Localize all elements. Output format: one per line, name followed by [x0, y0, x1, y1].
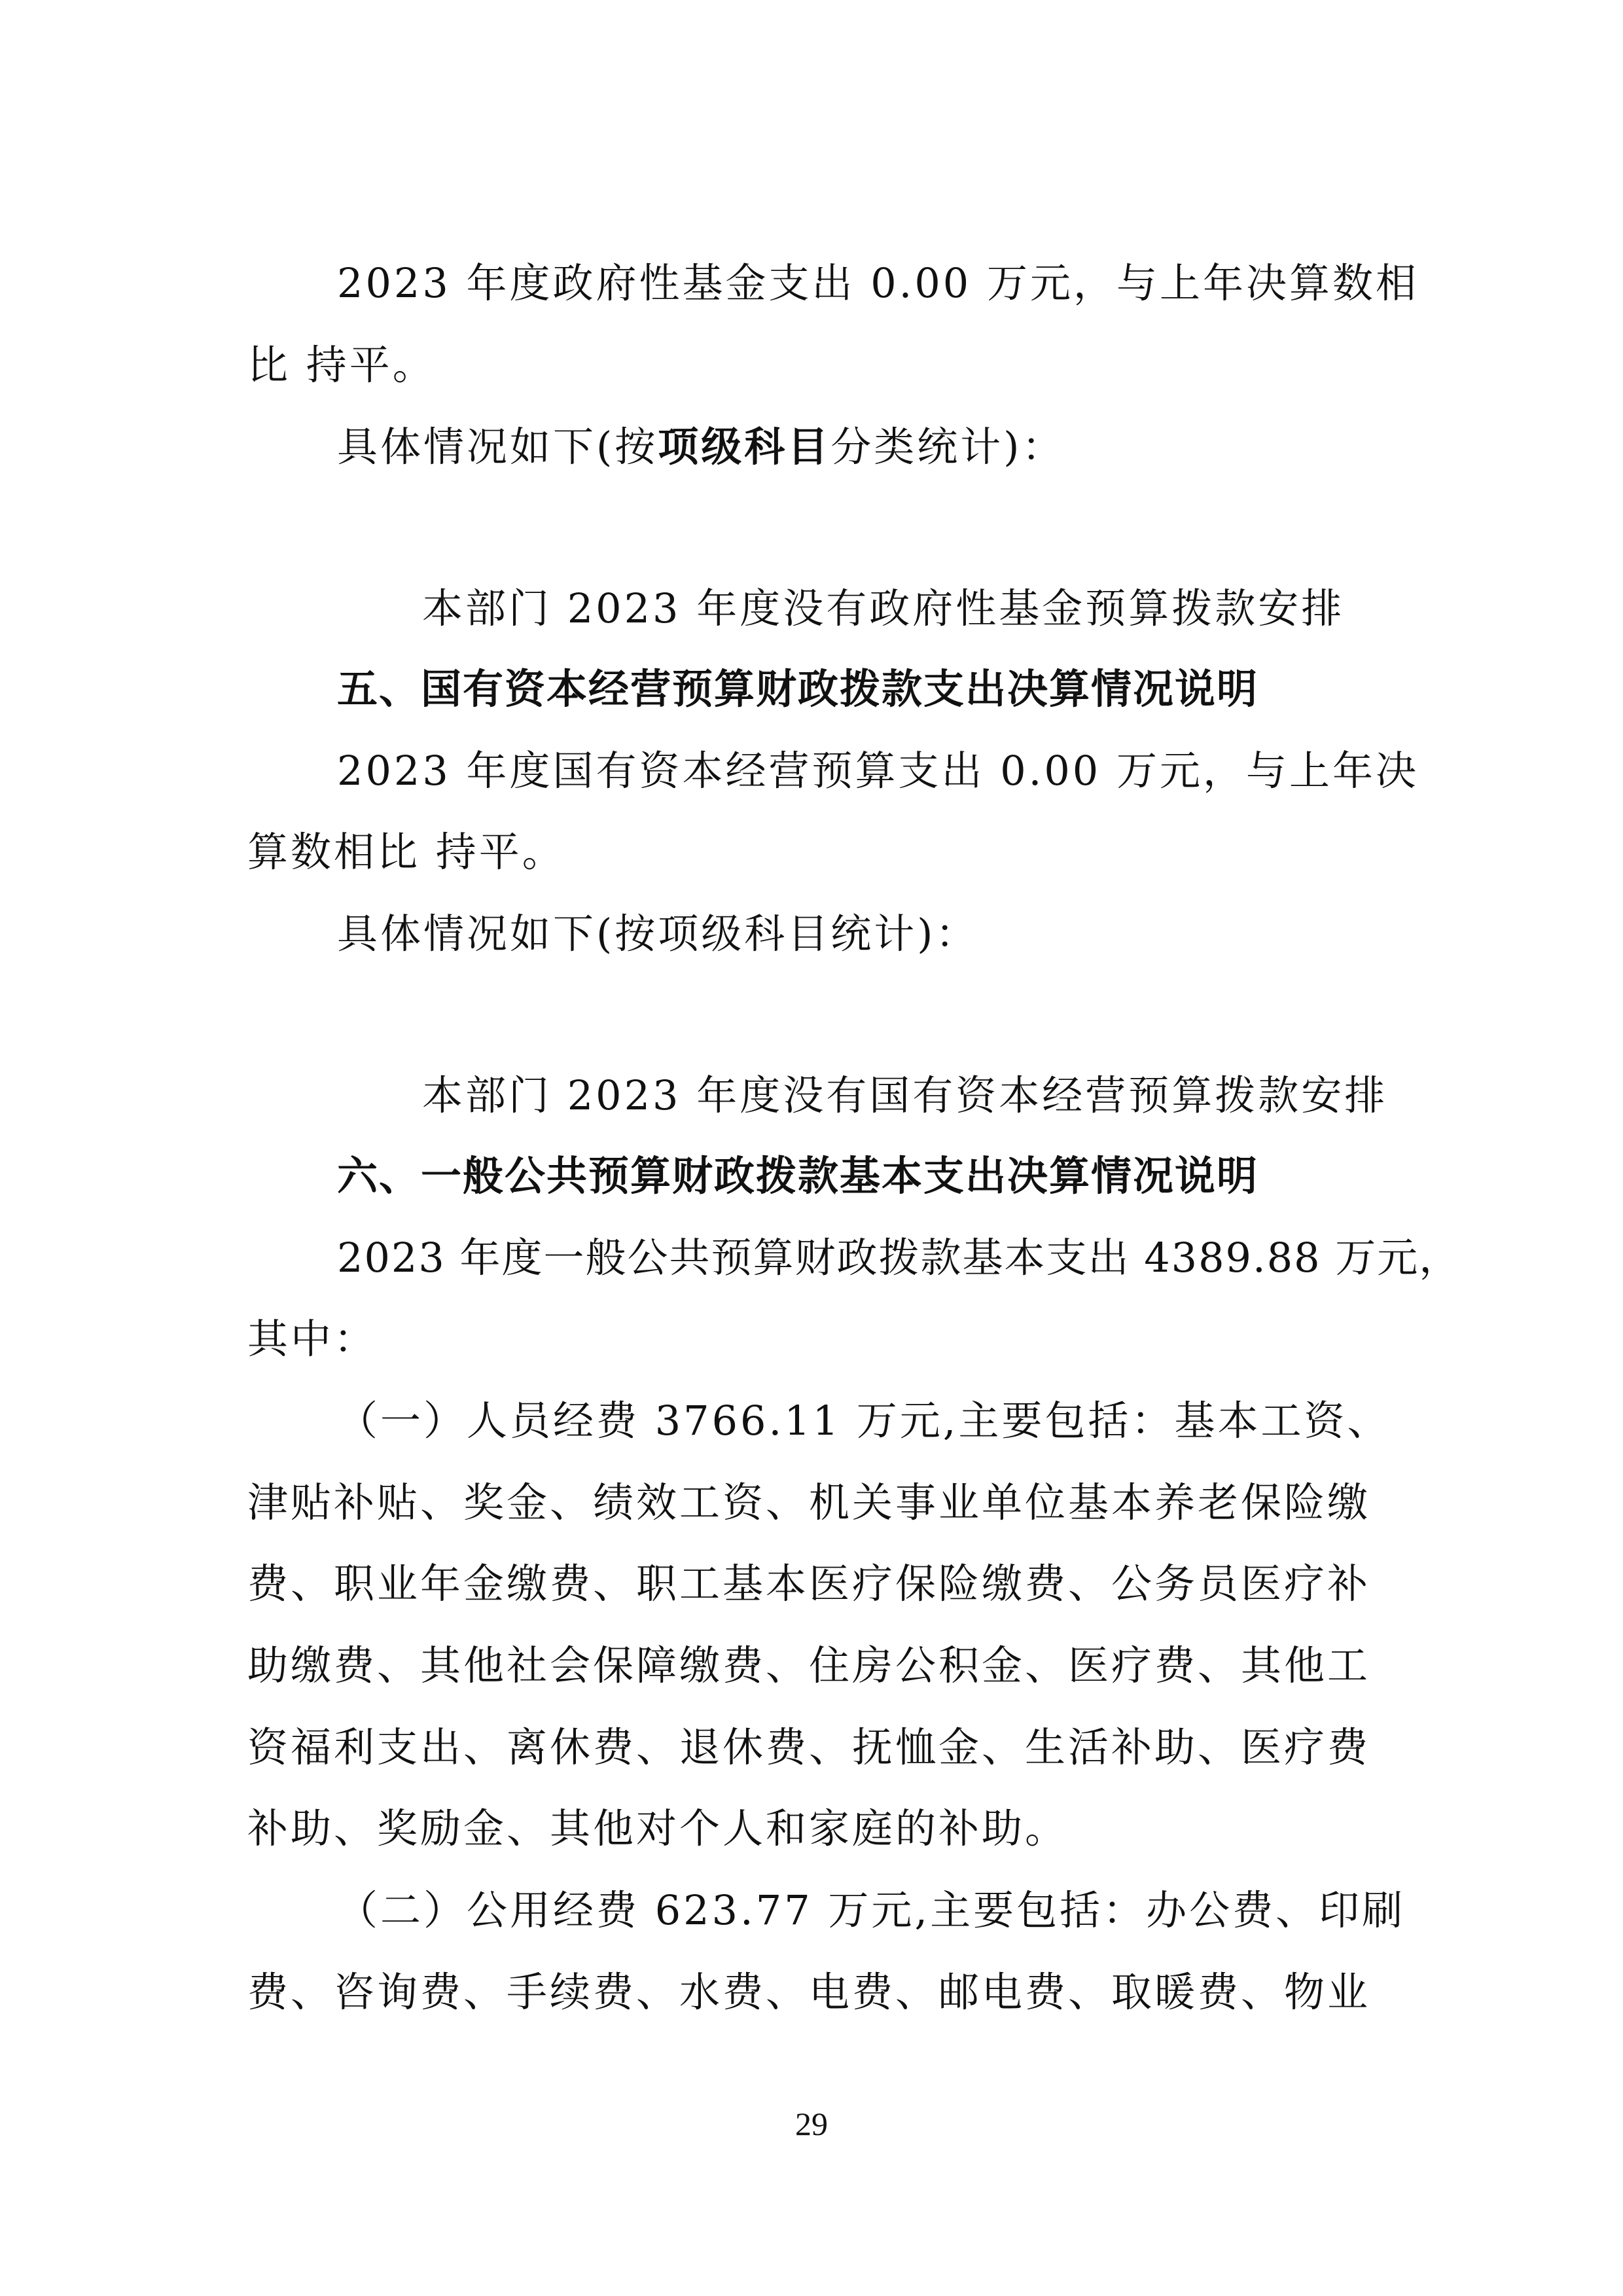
page-number: 29: [795, 2106, 828, 2142]
gov-fund-expense-line-2: 比 持平。: [247, 341, 436, 389]
gov-fund-detail-intro-suffix: 分类统计)：: [830, 423, 1065, 471]
section-6-heading: 六、一般公共预算财政拨款基本支出决算情况说明: [337, 1152, 1259, 1200]
gov-fund-detail-intro-prefix: 具体情况如下(按: [337, 423, 658, 471]
personnel-expense-line-3: 费、职业年金缴费、职工基本医疗保险缴费、公务员医疗补: [247, 1560, 1371, 1607]
gov-fund-no-budget-note: 本部门 2023 年度没有政府性基金预算拨款安排: [422, 584, 1345, 632]
gov-fund-detail-intro: [337, 421, 1065, 473]
personnel-expense-line-5: 资福利支出、离休费、退休费、抚恤金、生活补助、医疗费: [247, 1723, 1371, 1771]
state-capital-no-budget-note: 本部门 2023 年度没有国有资本经营预算拨款安排: [422, 1071, 1388, 1119]
basic-expense-line-2: 其中：: [247, 1315, 378, 1363]
state-capital-detail-intro: 具体情况如下(按项级科目统计)：: [337, 910, 979, 958]
state-capital-expense-line-2: 算数相比 持平。: [247, 828, 565, 876]
gov-fund-detail-intro-emphasis: 项级科目: [658, 423, 831, 471]
section-5-heading: 五、国有资本经营预算财政拨款支出决算情况说明: [337, 665, 1259, 713]
public-expense-line-1: （二）公用经费 623.77 万元,主要包括：办公费、印刷: [337, 1886, 1406, 1934]
personnel-expense-line-2: 津贴补贴、奖金、绩效工资、机关事业单位基本养老保险缴: [247, 1479, 1371, 1526]
public-expense-line-2: 费、咨询费、手续费、水费、电费、邮电费、取暖费、物业: [247, 1968, 1371, 2016]
basic-expense-line-1: 2023 年度一般公共预算财政拨款基本支出 4389.88 万元，: [337, 1234, 1461, 1282]
gov-fund-expense-line-1: 2023 年度政府性基金支出 0.00 万元，与上年决算数相: [337, 259, 1419, 307]
personnel-expense-line-1: （一）人员经费 3766.11 万元,主要包括：基本工资、: [337, 1397, 1391, 1444]
personnel-expense-line-6: 补助、奖励金、其他对个人和家庭的补助。: [247, 1804, 1069, 1852]
personnel-expense-line-4: 助缴费、其他社会保障缴费、住房公积金、医疗费、其他工: [247, 1641, 1371, 1689]
state-capital-expense-line-1: 2023 年度国有资本经营预算支出 0.00 万元，与上年决: [337, 747, 1419, 795]
